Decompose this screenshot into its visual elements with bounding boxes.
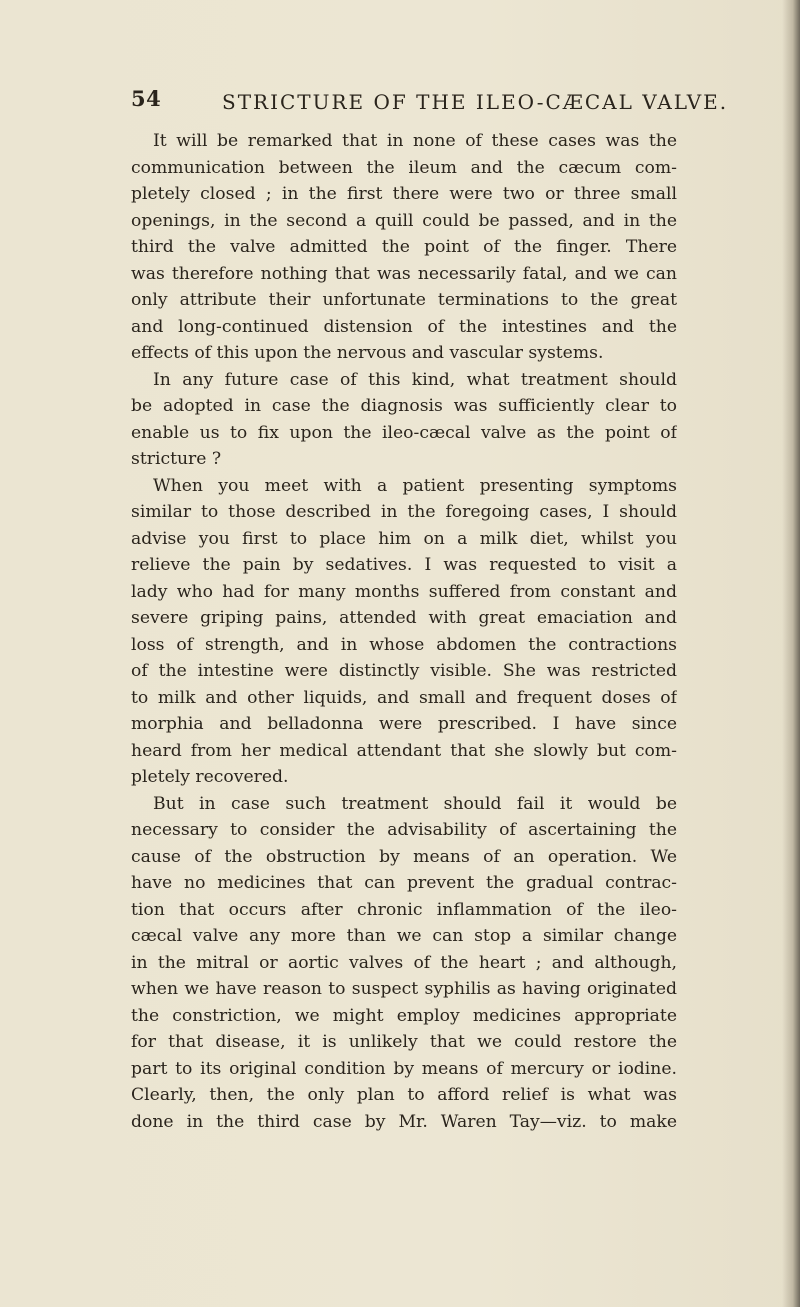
text-line: only attribute their unfortunate terminations to the great — [131, 290, 677, 310]
text-line: severe griping pains, attended with great emaciation and — [131, 608, 677, 628]
text-line: similar to those described in the foregoing cases, I should — [131, 502, 677, 522]
page-header — [0, 86, 800, 116]
text-line: enable us to fix upon the ileo-cæcal valve as the point of — [131, 422, 677, 443]
text-line: loss of strength, and in whose abdomen the contractions — [131, 634, 677, 655]
text-line: In any future case of this kind, what treatment should — [153, 369, 677, 390]
text-line: when we have reason to suspect syphilis as having originated — [131, 979, 677, 999]
text-line: to milk and other liquids, and small and frequent doses of — [131, 687, 677, 708]
text-line: tion that occurs after chronic inflammation of the ileo- — [131, 899, 677, 920]
text-line: have no medicines that can prevent the gradual contrac- — [131, 873, 677, 893]
text-line: the constriction, we might employ medicines appropriate — [131, 1005, 677, 1026]
text-line: heard from her medical attendant that she slowly but com- — [131, 740, 677, 761]
text-line: openings, in the second a quill could be passed, and in the — [131, 210, 677, 231]
text-line: communication between the ileum and the cæcum com- — [131, 157, 677, 178]
text-line: advise you first to place him on a milk diet, whilst you — [131, 528, 677, 549]
text-line: for that disease, it is unlikely that we could restore the — [131, 1032, 677, 1052]
text-line: effects of this upon the nervous and vascular systems. — [131, 343, 604, 363]
page-number: 54 — [131, 86, 162, 111]
text-line: in the mitral or aortic valves of the heart ; and although, — [131, 952, 677, 973]
page-edge-shadow — [782, 0, 800, 1307]
text-line: pletely recovered. — [131, 767, 289, 787]
text-line: morphia and belladonna were prescribed. I have since — [131, 714, 677, 734]
text-line: Clearly, then, the only plan to afford relief is what was — [131, 1085, 677, 1105]
running-head: STRICTURE OF THE ILEO-CÆCAL VALVE. — [222, 90, 729, 114]
text-line: was therefore nothing that was necessarily fatal, and we can — [131, 263, 677, 284]
text-line: But in case such treatment should fail it would be — [153, 793, 677, 814]
text-line: third the valve admitted the point of the finger. There — [131, 237, 677, 257]
text-line: necessary to consider the advisability of ascertaining the — [131, 820, 677, 840]
text-line: lady who had for many months suffered from constant and — [131, 581, 677, 602]
text-line: stricture ? — [131, 449, 222, 469]
text-line: relieve the pain by sedatives. I was requested to visit a — [131, 555, 677, 575]
text-line: When you meet with a patient presenting symptoms — [153, 475, 677, 496]
text-line: cause of the obstruction by means of an operation. We — [131, 846, 677, 867]
text-line: of the intestine were distinctly visible. She was restricted — [131, 661, 677, 681]
text-line: be adopted in case the diagnosis was sufficiently clear to — [131, 396, 677, 416]
text-line: and long-continued distension of the intestines and the — [131, 316, 677, 337]
text-line: It will be remarked that in none of these cases was the — [153, 131, 677, 151]
body-text — [131, 128, 677, 1135]
text-line: part to its original condition by means of mercury or iodine. — [131, 1058, 677, 1079]
text-line: done in the third case by Mr. Waren Tay—viz. to make — [131, 1111, 677, 1132]
text-line: cæcal valve any more than we can stop a similar change — [131, 926, 677, 946]
text-line: pletely closed ; in the first there were two or three small — [131, 184, 677, 204]
